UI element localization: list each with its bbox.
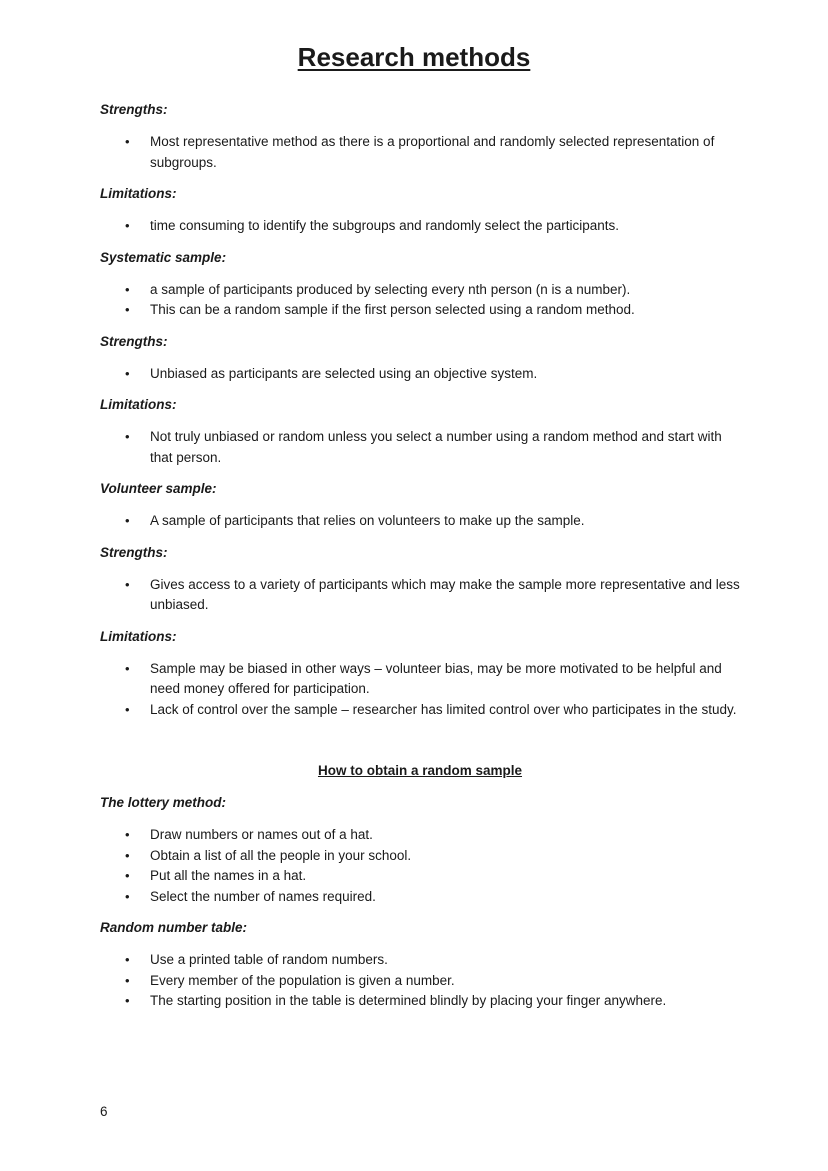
bullet-list [100, 216, 740, 237]
page-content [100, 100, 740, 1023]
section-heading: Strengths: [100, 544, 168, 560]
bullet-text: This can be a random sample if the first person selected using a random method. [150, 302, 635, 317]
bullet-list [100, 950, 740, 1012]
bullet-item [100, 280, 740, 301]
bullet-icon: • [125, 972, 130, 988]
bullet-text: Unbiased as participants are selected using an objective system. [150, 365, 538, 381]
section-heading: Random number table: [100, 920, 248, 935]
bullet-list [100, 575, 740, 616]
bullet-item [100, 511, 740, 532]
bullet-text: Lack of control over the sample – researcher has limited control over who participates in the study. [150, 701, 737, 717]
bullet-icon: • [125, 827, 130, 842]
bullet-item [100, 991, 740, 1012]
section-heading: Strengths: [100, 102, 168, 117]
bullet-list [100, 659, 740, 721]
bullet-item [100, 300, 740, 321]
bullet-text: Draw numbers or names out of a hat. [150, 827, 373, 842]
bullet-text: a sample of participants produced by selecting every nth person (n is a number). [150, 281, 631, 297]
bullet-icon: • [125, 365, 130, 381]
bullet-item [100, 971, 740, 992]
bullet-icon: • [125, 701, 130, 717]
bullet-text: Not truly unbiased or random unless you select a number using a random method and start with that person. [150, 429, 722, 465]
bullet-item [100, 427, 740, 468]
bullet-text: Most representative method as there is a proportional and randomly selected representation of subgroups. [150, 134, 715, 170]
page-number: 6 [100, 1104, 108, 1119]
bullet-icon: • [125, 429, 130, 444]
bullet-icon: • [125, 660, 130, 676]
bullet-item [100, 846, 740, 867]
bullet-text: time consuming to identify the subgroups and randomly select the participants. [150, 218, 620, 233]
bullet-text: The starting position in the table is determined blindly by placing your finger anywhere. [150, 993, 667, 1008]
bullet-item [100, 866, 740, 887]
bullet-item [100, 950, 740, 971]
bullet-item [100, 659, 740, 700]
bullet-text: Sample may be biased in other ways – volunteer bias, may be more motivated to be helpful and need money offered for participation. [150, 660, 722, 696]
bullet-list [100, 825, 740, 907]
bullet-list [100, 132, 740, 173]
bullet-list [100, 511, 740, 532]
bullet-text: Obtain a list of all the people in your school. [150, 847, 412, 863]
section-heading: Strengths: [100, 333, 168, 349]
bullet-list [100, 427, 740, 468]
bullet-icon: • [125, 993, 130, 1008]
section-heading: Limitations: [100, 397, 177, 412]
bullet-text: Put all the names in a hat. [150, 868, 307, 883]
bullet-text: Select the number of names required. [150, 888, 376, 904]
bullet-icon: • [125, 888, 130, 904]
bullet-icon: • [125, 302, 130, 317]
bullet-icon: • [125, 134, 130, 149]
bullet-text: Use a printed table of random numbers. [150, 952, 388, 967]
section-heading: Systematic sample: [100, 249, 227, 265]
page-title: Research methods [297, 42, 531, 72]
random-sample-sections [100, 793, 740, 1012]
section-heading: The lottery method: [100, 795, 227, 810]
bullet-item [100, 887, 740, 908]
bullet-icon: • [125, 218, 130, 233]
sampling-sections [100, 100, 740, 720]
random-sample-title: How to obtain a random sample [317, 763, 523, 778]
bullet-item [100, 364, 740, 385]
bullet-icon: • [125, 952, 130, 967]
bullet-text: Gives access to a variety of participants which may make the sample more representative and less unbiased. [150, 576, 740, 612]
bullet-text: Every member of the population is given a number. [150, 972, 455, 988]
section-heading: Limitations: [100, 628, 177, 644]
section-heading: Volunteer sample: [100, 481, 217, 496]
bullet-item [100, 700, 740, 721]
bullet-list [100, 364, 740, 385]
bullet-item [100, 825, 740, 846]
bullet-icon: • [125, 513, 130, 528]
bullet-icon: • [125, 281, 130, 297]
bullet-item [100, 216, 740, 237]
bullet-icon: • [125, 576, 130, 592]
bullet-text: A sample of participants that relies on volunteers to make up the sample. [150, 513, 585, 528]
section-heading: Limitations: [100, 186, 177, 201]
bullet-item [100, 132, 740, 173]
section-spacer [100, 731, 740, 761]
bullet-list [100, 280, 740, 321]
bullet-icon: • [125, 847, 130, 863]
bullet-icon: • [125, 868, 130, 883]
bullet-item [100, 575, 740, 616]
